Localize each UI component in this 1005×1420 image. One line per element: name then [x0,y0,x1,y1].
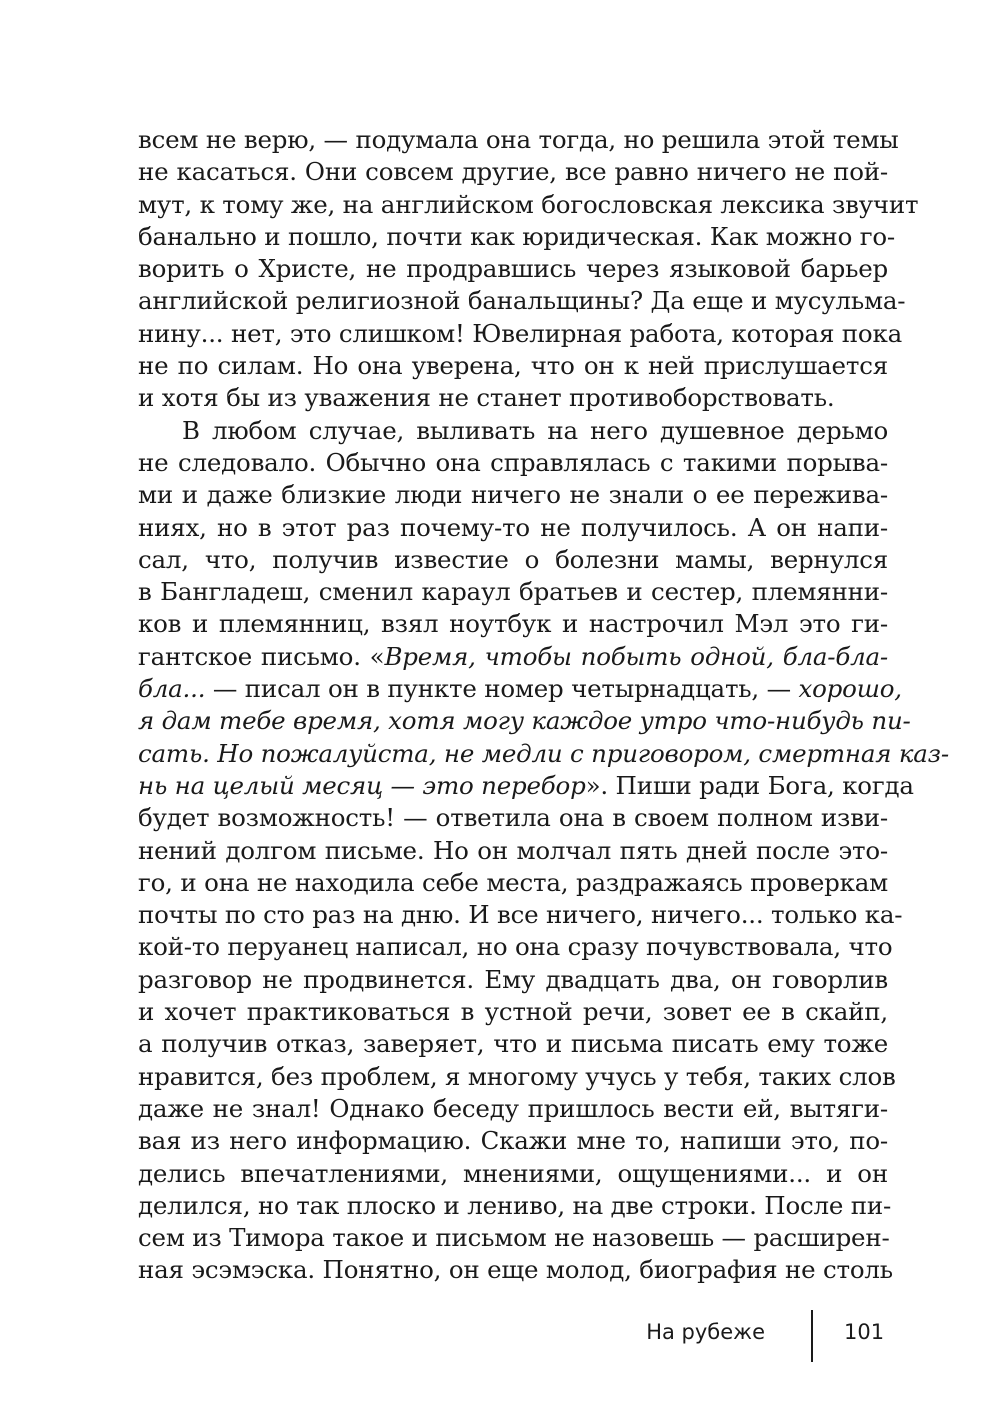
page-footer [0,1310,1005,1362]
text-segment: вая из него информацию. Скажи мне то, напиши это, по- [138,1126,888,1156]
text-segment: а получив отказ, заверяет, что и письма писать ему тоже [138,1029,888,1059]
text-line [138,221,895,253]
text-segment: ми и даже близкие люди ничего не знали о ее пережива- [138,480,888,510]
text-segment: ков и племянниц, взял ноутбук и настрочил Мэл это ги- [138,609,888,639]
text-line [138,964,888,996]
text-segment: делись впечатлениями, мнениями, ощущениями... и он [138,1158,888,1188]
text-line [138,1190,892,1222]
text-line [138,479,888,511]
body-text [138,124,949,1287]
italic-text-segment: сать. Но пожалуйста, не медли с приговором, смертная каз- [138,738,949,768]
text-segment: разговор не продвинется. Ему двадцать два, он говорлив [138,964,888,994]
text-segment: нений долгом письме. Но он молчал пять дней после это- [138,835,888,865]
text-segment: мут, к тому же, на английском богословская лексика звучит [138,189,919,219]
text-segment: в Бангладеш, сменил караул братьев и сестер, племянни- [138,577,888,607]
text-segment: всем не верю, — подумала она тогда, но решила этой темы [138,125,899,154]
text-line [138,996,888,1028]
italic-text-segment: нь на целый месяц — это перебор [138,770,586,800]
text-line [138,899,903,931]
text-segment: почты по сто раз на дню. И все ничего, ничего... только ка- [138,900,903,930]
italic-text-segment: бла... [138,674,206,704]
text-line [138,1061,896,1093]
text-line [138,512,888,544]
text-line [138,931,893,963]
text-segment: и хотя бы из уважения не станет противоборствовать. [138,383,835,413]
text-line [138,738,949,770]
text-line [138,673,902,705]
text-segment: В любом случае, выливать на него душевное дерьмо [182,415,888,445]
text-line [138,415,888,447]
italic-text-segment: Время, чтобы побыть одной, бла-бла- [384,641,888,671]
italic-text-segment: хорошо, [798,674,902,704]
text-segment: ». Пиши ради Бога, когда [585,770,914,800]
text-segment: гантское письмо. « [138,641,385,671]
text-segment: даже не знал! Однако беседу пришлось вести ей, вытяги- [138,1093,888,1123]
text-line [138,705,911,737]
text-line [138,189,919,221]
text-segment: сал, что, получив известие о болезни мамы, вернулся [138,544,888,574]
text-line [138,1254,893,1286]
text-line [138,1093,888,1125]
text-line [138,576,888,608]
text-segment: ниях, но в этот раз почему-то не получилось. А он напи- [138,512,888,542]
text-line [138,802,888,834]
text-line [138,382,888,414]
text-segment: нравится, без проблем, я многому учусь у тебя, таких слов [138,1061,896,1091]
footer-divider [811,1310,813,1362]
text-line [138,124,899,156]
text-line [138,285,906,317]
text-segment: и хочет практиковаться в устной речи, зовет ее в скайп, [138,997,888,1027]
text-line [138,1125,888,1157]
text-segment: не по силам. Но она уверена, что он к ней прислушается [138,351,888,381]
text-line [138,770,914,802]
italic-text-segment: я дам тебе время, хотя могу каждое утро что-нибудь пи- [138,706,911,736]
text-line [138,544,888,576]
text-segment: не касаться. Они совсем другие, все равно ничего не пой- [138,157,888,187]
text-segment: кой-то перуанец написал, но она сразу почувствовала, что [138,932,893,962]
text-segment: нину... нет, это слишком! Ювелирная работа, которая пока [138,318,902,348]
text-line [138,253,888,285]
text-segment: — писал он в пункте номер четырнадцать, — [205,674,799,704]
text-segment: сем из Тимора такое и письмом не назовешь — расширен- [138,1223,890,1253]
text-segment: будет возможность! — ответила она в своем полном изви- [138,803,888,833]
text-segment: ная эсэмэска. Понятно, он еще молод, биография не столь [138,1255,893,1285]
text-segment: английской религиозной банальщины? Да еще и мусульма- [138,286,906,316]
text-line [138,1158,888,1190]
text-segment: банально и пошло, почти как юридическая. Как можно го- [138,221,895,251]
text-segment: не следовало. Обычно она справлялась с такими порыва- [138,447,888,477]
running-head: На рубеже [646,1320,765,1344]
text-line [138,447,888,479]
text-line [138,608,888,640]
text-line [138,1028,888,1060]
text-segment: го, и она не находила себе места, раздражаясь проверкам [138,867,888,897]
text-segment: делился, но так плоско и лениво, на две строки. После пи- [138,1190,892,1220]
text-line [138,641,888,673]
text-line [138,835,888,867]
text-line [138,318,902,350]
text-line [138,350,888,382]
text-line [138,1222,888,1254]
page-number: 101 [844,1320,885,1344]
text-line [138,156,888,188]
text-line [138,867,888,899]
text-segment: ворить о Христе, не продравшись через языковой барьер [138,254,888,284]
